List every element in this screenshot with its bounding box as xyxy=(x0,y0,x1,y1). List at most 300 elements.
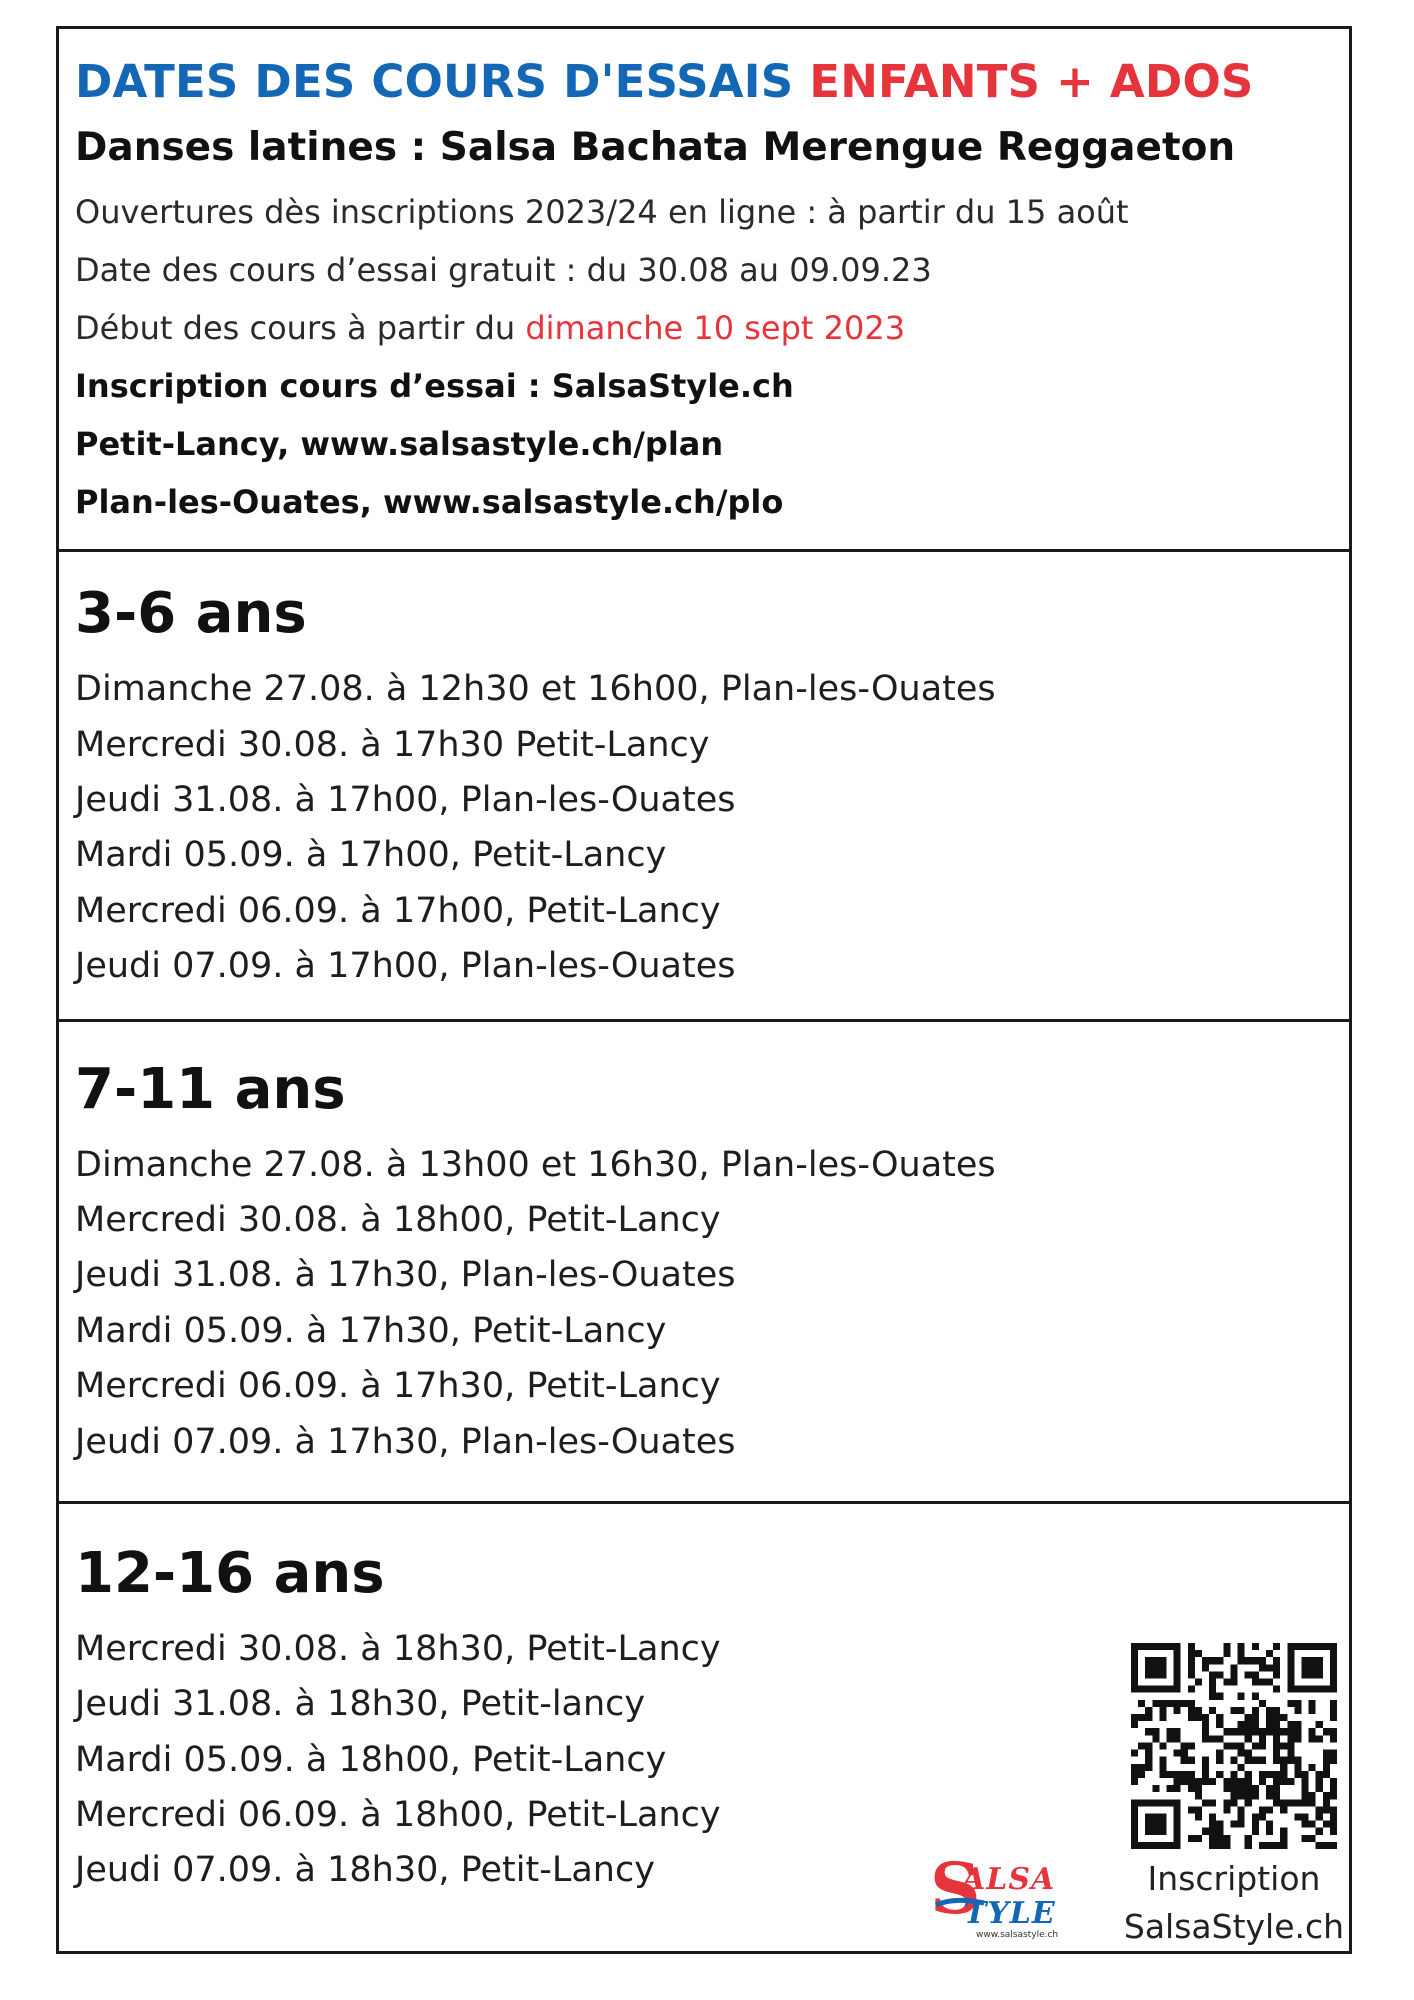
qr-module xyxy=(1245,1757,1252,1764)
qr-module xyxy=(1230,1757,1237,1764)
qr-module xyxy=(1330,1728,1337,1735)
qr-module xyxy=(1145,1757,1152,1764)
qr-module xyxy=(1287,1643,1294,1650)
qr-module xyxy=(1131,1750,1138,1757)
qr-module xyxy=(1287,1728,1294,1735)
qr-module xyxy=(1238,1650,1245,1657)
age-group-title: 12-16 ans xyxy=(75,1541,385,1606)
qr-module xyxy=(1252,1707,1259,1714)
qr-module xyxy=(1238,1813,1245,1820)
qr-module xyxy=(1287,1650,1294,1657)
qr-module xyxy=(1131,1813,1138,1820)
schedule-entry: Mercredi 06.09. à 17h00, Petit-Lancy xyxy=(75,891,721,931)
schedule-entry: Mercredi 30.08. à 18h00, Petit-Lancy xyxy=(75,1200,721,1240)
qr-module xyxy=(1280,1757,1287,1764)
qr-module xyxy=(1238,1657,1245,1664)
qr-module xyxy=(1252,1643,1259,1650)
schedule-entry: Mercredi 06.09. à 17h30, Petit-Lancy xyxy=(75,1366,721,1406)
qr-module xyxy=(1259,1771,1266,1778)
qr-module xyxy=(1167,1728,1174,1735)
qr-module xyxy=(1238,1643,1245,1650)
qr-module xyxy=(1152,1813,1159,1820)
qr-module xyxy=(1159,1664,1166,1671)
qr-module xyxy=(1259,1742,1266,1749)
qr-module xyxy=(1259,1842,1266,1849)
qr-module xyxy=(1259,1657,1266,1664)
qr-module xyxy=(1174,1671,1181,1678)
qr-module xyxy=(1287,1657,1294,1664)
qr-module xyxy=(1159,1821,1166,1828)
qr-module xyxy=(1159,1764,1166,1771)
qr-module xyxy=(1131,1664,1138,1671)
schedule-entry: Mardi 05.09. à 17h30, Petit-Lancy xyxy=(75,1311,667,1351)
qr-module xyxy=(1195,1679,1202,1686)
qr-module xyxy=(1280,1806,1287,1813)
qr-module xyxy=(1195,1707,1202,1714)
qr-module xyxy=(1230,1707,1237,1714)
qr-module xyxy=(1323,1842,1330,1849)
qr-module xyxy=(1131,1806,1138,1813)
qr-module xyxy=(1195,1785,1202,1792)
qr-module xyxy=(1230,1792,1237,1799)
qr-module xyxy=(1174,1728,1181,1735)
qr-module xyxy=(1301,1671,1308,1678)
qr-module xyxy=(1188,1742,1195,1749)
qr-module xyxy=(1202,1828,1209,1835)
qr-module xyxy=(1252,1757,1259,1764)
info-plan-les-ouates-link: Plan-les-Ouates, www.salsastyle.ch/plo xyxy=(75,483,784,521)
qr-module xyxy=(1316,1643,1323,1650)
qr-module xyxy=(1188,1650,1195,1657)
qr-module xyxy=(1252,1821,1259,1828)
qr-module xyxy=(1309,1799,1316,1806)
qr-module xyxy=(1259,1700,1266,1707)
page-title xyxy=(75,55,1254,108)
qr-module xyxy=(1145,1657,1152,1664)
qr-module xyxy=(1259,1735,1266,1742)
qr-module xyxy=(1223,1650,1230,1657)
qr-module xyxy=(1131,1771,1138,1778)
qr-module xyxy=(1294,1757,1301,1764)
qr-module xyxy=(1287,1742,1294,1749)
qr-module xyxy=(1188,1778,1195,1785)
qr-module xyxy=(1138,1771,1145,1778)
qr-module xyxy=(1294,1735,1301,1742)
qr-module xyxy=(1216,1842,1223,1849)
qr-module xyxy=(1316,1664,1323,1671)
qr-module xyxy=(1316,1671,1323,1678)
qr-module xyxy=(1152,1821,1159,1828)
qr-module xyxy=(1323,1771,1330,1778)
qr-module xyxy=(1316,1686,1323,1693)
qr-module xyxy=(1330,1750,1337,1757)
qr-module xyxy=(1330,1707,1337,1714)
qr-module xyxy=(1294,1764,1301,1771)
qr-module xyxy=(1159,1828,1166,1835)
qr-module xyxy=(1174,1771,1181,1778)
qr-module xyxy=(1145,1750,1152,1757)
qr-module xyxy=(1181,1750,1188,1757)
logo-word-salsa: ALSA xyxy=(962,1862,1056,1897)
qr-module xyxy=(1138,1700,1145,1707)
schedule-entry: Mardi 05.09. à 18h00, Petit-Lancy xyxy=(75,1740,667,1780)
qr-module xyxy=(1131,1679,1138,1686)
logo-url: www.salsastyle.ch xyxy=(976,1930,1059,1940)
qr-module xyxy=(1245,1728,1252,1735)
qr-module xyxy=(1316,1721,1323,1728)
qr-module xyxy=(1188,1785,1195,1792)
age-group-title: 7-11 ans xyxy=(75,1057,346,1122)
qr-module xyxy=(1287,1757,1294,1764)
qr-module xyxy=(1145,1728,1152,1735)
qr-module xyxy=(1330,1643,1337,1650)
qr-module xyxy=(1273,1799,1280,1806)
qr-module xyxy=(1174,1778,1181,1785)
qr-module xyxy=(1188,1707,1195,1714)
qr-module xyxy=(1131,1764,1138,1771)
course-start-date: dimanche 10 sept 2023 xyxy=(525,309,906,347)
qr-module xyxy=(1230,1785,1237,1792)
qr-module xyxy=(1223,1728,1230,1735)
info-petit-lancy-link: Petit-Lancy, www.salsastyle.ch/plan xyxy=(75,425,724,463)
qr-module xyxy=(1209,1799,1216,1806)
qr-module xyxy=(1245,1785,1252,1792)
qr-module xyxy=(1245,1792,1252,1799)
qr-module xyxy=(1202,1728,1209,1735)
qr-module xyxy=(1316,1771,1323,1778)
qr-module xyxy=(1259,1664,1266,1671)
qr-code-icon[interactable] xyxy=(1131,1643,1337,1849)
qr-module xyxy=(1287,1671,1294,1678)
qr-module xyxy=(1145,1714,1152,1721)
qr-module xyxy=(1138,1742,1145,1749)
qr-module xyxy=(1330,1735,1337,1742)
qr-module xyxy=(1294,1771,1301,1778)
qr-module xyxy=(1152,1728,1159,1735)
qr-module xyxy=(1188,1643,1195,1650)
qr-module xyxy=(1266,1664,1273,1671)
qr-module xyxy=(1223,1778,1230,1785)
qr-module xyxy=(1238,1721,1245,1728)
qr-module xyxy=(1266,1785,1273,1792)
qr-module xyxy=(1323,1757,1330,1764)
qr-module xyxy=(1195,1778,1202,1785)
qr-module xyxy=(1145,1686,1152,1693)
qr-module xyxy=(1273,1842,1280,1849)
qr-module xyxy=(1131,1799,1138,1806)
qr-module xyxy=(1294,1707,1301,1714)
info-inscription: Inscription cours d’essai : SalsaStyle.ch xyxy=(75,367,794,405)
qr-module xyxy=(1138,1842,1145,1849)
qr-module xyxy=(1209,1686,1216,1693)
qr-module xyxy=(1309,1764,1316,1771)
qr-module xyxy=(1188,1714,1195,1721)
qr-module xyxy=(1216,1771,1223,1778)
qr-module xyxy=(1245,1750,1252,1757)
qr-module xyxy=(1330,1813,1337,1820)
qr-module xyxy=(1230,1664,1237,1671)
qr-module xyxy=(1195,1650,1202,1657)
qr-module xyxy=(1152,1799,1159,1806)
qr-module xyxy=(1330,1842,1337,1849)
qr-module xyxy=(1159,1714,1166,1721)
qr-module xyxy=(1301,1686,1308,1693)
qr-module xyxy=(1330,1657,1337,1664)
qr-module xyxy=(1202,1771,1209,1778)
qr-module xyxy=(1309,1821,1316,1828)
qr-module xyxy=(1209,1735,1216,1742)
qr-module xyxy=(1273,1721,1280,1728)
qr-module xyxy=(1230,1671,1237,1678)
qr-module xyxy=(1181,1771,1188,1778)
qr-module xyxy=(1188,1700,1195,1707)
qr-module xyxy=(1167,1735,1174,1742)
qr-module xyxy=(1223,1643,1230,1650)
qr-module xyxy=(1159,1799,1166,1806)
qr-module xyxy=(1238,1778,1245,1785)
qr-module xyxy=(1287,1700,1294,1707)
qr-module xyxy=(1273,1735,1280,1742)
qr-module xyxy=(1245,1799,1252,1806)
qr-module xyxy=(1195,1835,1202,1842)
qr-module xyxy=(1316,1657,1323,1664)
qr-module xyxy=(1294,1721,1301,1728)
qr-module xyxy=(1280,1714,1287,1721)
qr-caption-inscription: Inscription xyxy=(1147,1859,1321,1898)
qr-module xyxy=(1280,1728,1287,1735)
qr-module xyxy=(1266,1771,1273,1778)
qr-module xyxy=(1252,1671,1259,1678)
qr-module xyxy=(1131,1671,1138,1678)
qr-module xyxy=(1223,1785,1230,1792)
qr-module xyxy=(1301,1821,1308,1828)
qr-module xyxy=(1216,1750,1223,1757)
qr-module xyxy=(1202,1664,1209,1671)
qr-module xyxy=(1252,1721,1259,1728)
qr-module xyxy=(1259,1757,1266,1764)
qr-module xyxy=(1245,1671,1252,1678)
qr-module xyxy=(1202,1764,1209,1771)
qr-module xyxy=(1145,1671,1152,1678)
qr-module xyxy=(1209,1707,1216,1714)
qr-module xyxy=(1216,1657,1223,1664)
qr-module xyxy=(1230,1821,1237,1828)
qr-module xyxy=(1152,1671,1159,1678)
qr-module xyxy=(1323,1750,1330,1757)
qr-module xyxy=(1174,1750,1181,1757)
qr-module xyxy=(1152,1686,1159,1693)
qr-module xyxy=(1209,1693,1216,1700)
qr-module xyxy=(1266,1650,1273,1657)
qr-module xyxy=(1202,1657,1209,1664)
qr-module xyxy=(1245,1721,1252,1728)
qr-module xyxy=(1273,1707,1280,1714)
qr-module xyxy=(1167,1771,1174,1778)
qr-module xyxy=(1152,1828,1159,1835)
schedule-entry: Dimanche 27.08. à 13h00 et 16h30, Plan-les-Ouates xyxy=(75,1145,996,1185)
qr-module xyxy=(1287,1686,1294,1693)
qr-module xyxy=(1330,1778,1337,1785)
qr-module xyxy=(1252,1742,1259,1749)
qr-module xyxy=(1216,1828,1223,1835)
qr-module xyxy=(1152,1643,1159,1650)
qr-module xyxy=(1294,1799,1301,1806)
qr-module xyxy=(1273,1686,1280,1693)
qr-module xyxy=(1252,1679,1259,1686)
qr-module xyxy=(1145,1764,1152,1771)
qr-module xyxy=(1195,1806,1202,1813)
salsastyle-logo xyxy=(924,1853,1072,1943)
qr-module xyxy=(1159,1700,1166,1707)
qr-module xyxy=(1216,1714,1223,1721)
qr-module xyxy=(1309,1671,1316,1678)
qr-module xyxy=(1301,1785,1308,1792)
qr-module xyxy=(1301,1835,1308,1842)
qr-module xyxy=(1323,1792,1330,1799)
qr-module xyxy=(1174,1679,1181,1686)
schedule-entry: Jeudi 07.09. à 17h00, Plan-les-Ouates xyxy=(75,946,736,986)
qr-module xyxy=(1209,1828,1216,1835)
qr-module xyxy=(1167,1799,1174,1806)
qr-module xyxy=(1316,1842,1323,1849)
schedule-entry: Jeudi 31.08. à 17h30, Plan-les-Ouates xyxy=(75,1255,736,1295)
qr-module xyxy=(1294,1686,1301,1693)
qr-module xyxy=(1181,1778,1188,1785)
qr-module xyxy=(1209,1835,1216,1842)
qr-module xyxy=(1159,1813,1166,1820)
info-registration-opening: Ouvertures dès inscriptions 2023/24 en ligne : à partir du 15 août xyxy=(75,193,1129,231)
qr-module xyxy=(1181,1757,1188,1764)
qr-module xyxy=(1216,1821,1223,1828)
schedule-entry: Jeudi 31.08. à 17h00, Plan-les-Ouates xyxy=(75,780,736,820)
qr-module xyxy=(1209,1679,1216,1686)
qr-module xyxy=(1188,1671,1195,1678)
qr-module xyxy=(1252,1828,1259,1835)
qr-module xyxy=(1252,1813,1259,1820)
qr-module xyxy=(1287,1721,1294,1728)
qr-module xyxy=(1131,1828,1138,1835)
qr-module xyxy=(1167,1700,1174,1707)
qr-module xyxy=(1174,1650,1181,1657)
qr-module xyxy=(1159,1771,1166,1778)
qr-module xyxy=(1280,1771,1287,1778)
qr-module xyxy=(1245,1835,1252,1842)
qr-module xyxy=(1152,1842,1159,1849)
qr-module xyxy=(1145,1643,1152,1650)
qr-module xyxy=(1309,1643,1316,1650)
qr-module xyxy=(1152,1664,1159,1671)
qr-module xyxy=(1309,1728,1316,1735)
qr-module xyxy=(1287,1664,1294,1671)
qr-module xyxy=(1202,1799,1209,1806)
qr-module xyxy=(1273,1757,1280,1764)
qr-module xyxy=(1273,1643,1280,1650)
qr-module xyxy=(1252,1792,1259,1799)
qr-module xyxy=(1330,1650,1337,1657)
qr-module xyxy=(1188,1664,1195,1671)
qr-module xyxy=(1323,1799,1330,1806)
qr-module xyxy=(1238,1792,1245,1799)
qr-module xyxy=(1223,1835,1230,1842)
qr-module xyxy=(1280,1764,1287,1771)
qr-module xyxy=(1238,1806,1245,1813)
qr-module xyxy=(1287,1778,1294,1785)
schedule-entry: Mercredi 30.08. à 18h30, Petit-Lancy xyxy=(75,1629,721,1669)
qr-module xyxy=(1145,1799,1152,1806)
qr-module xyxy=(1316,1806,1323,1813)
qr-module xyxy=(1238,1742,1245,1749)
info-course-start xyxy=(75,309,905,347)
qr-module xyxy=(1230,1728,1237,1735)
qr-module xyxy=(1280,1828,1287,1835)
qr-module xyxy=(1223,1806,1230,1813)
qr-module xyxy=(1259,1778,1266,1785)
qr-module xyxy=(1287,1750,1294,1757)
qr-module xyxy=(1181,1742,1188,1749)
qr-module xyxy=(1131,1778,1138,1785)
qr-module xyxy=(1209,1657,1216,1664)
qr-module xyxy=(1273,1750,1280,1757)
qr-module xyxy=(1152,1700,1159,1707)
qr-module xyxy=(1287,1799,1294,1806)
qr-module xyxy=(1266,1728,1273,1735)
qr-module xyxy=(1202,1778,1209,1785)
title-red-part: ENFANTS + ADOS xyxy=(809,55,1254,108)
qr-module xyxy=(1223,1799,1230,1806)
qr-module xyxy=(1309,1735,1316,1742)
qr-module xyxy=(1145,1664,1152,1671)
qr-module xyxy=(1323,1728,1330,1735)
qr-module xyxy=(1202,1714,1209,1721)
qr-module xyxy=(1216,1721,1223,1728)
qr-module xyxy=(1273,1778,1280,1785)
qr-module xyxy=(1287,1679,1294,1686)
qr-module xyxy=(1159,1686,1166,1693)
qr-module xyxy=(1330,1679,1337,1686)
qr-module xyxy=(1188,1686,1195,1693)
qr-module xyxy=(1195,1792,1202,1799)
qr-module xyxy=(1330,1714,1337,1721)
qr-module xyxy=(1316,1813,1323,1820)
qr-module xyxy=(1323,1643,1330,1650)
qr-module xyxy=(1309,1657,1316,1664)
qr-module xyxy=(1202,1721,1209,1728)
qr-module xyxy=(1174,1821,1181,1828)
qr-module xyxy=(1330,1806,1337,1813)
qr-module xyxy=(1167,1785,1174,1792)
qr-module xyxy=(1131,1821,1138,1828)
qr-module xyxy=(1316,1778,1323,1785)
qr-module xyxy=(1216,1757,1223,1764)
qr-module xyxy=(1316,1828,1323,1835)
qr-module xyxy=(1266,1714,1273,1721)
qr-module xyxy=(1266,1828,1273,1835)
qr-module xyxy=(1159,1757,1166,1764)
qr-module xyxy=(1138,1686,1145,1693)
qr-module xyxy=(1152,1785,1159,1792)
qr-module xyxy=(1330,1828,1337,1835)
qr-module xyxy=(1167,1842,1174,1849)
qr-module xyxy=(1280,1842,1287,1849)
qr-module xyxy=(1230,1778,1237,1785)
qr-module xyxy=(1259,1679,1266,1686)
qr-module xyxy=(1280,1835,1287,1842)
qr-module xyxy=(1138,1714,1145,1721)
qr-module xyxy=(1323,1764,1330,1771)
qr-module xyxy=(1266,1721,1273,1728)
logo-s-letter: S xyxy=(930,1853,981,1930)
qr-module xyxy=(1131,1657,1138,1664)
